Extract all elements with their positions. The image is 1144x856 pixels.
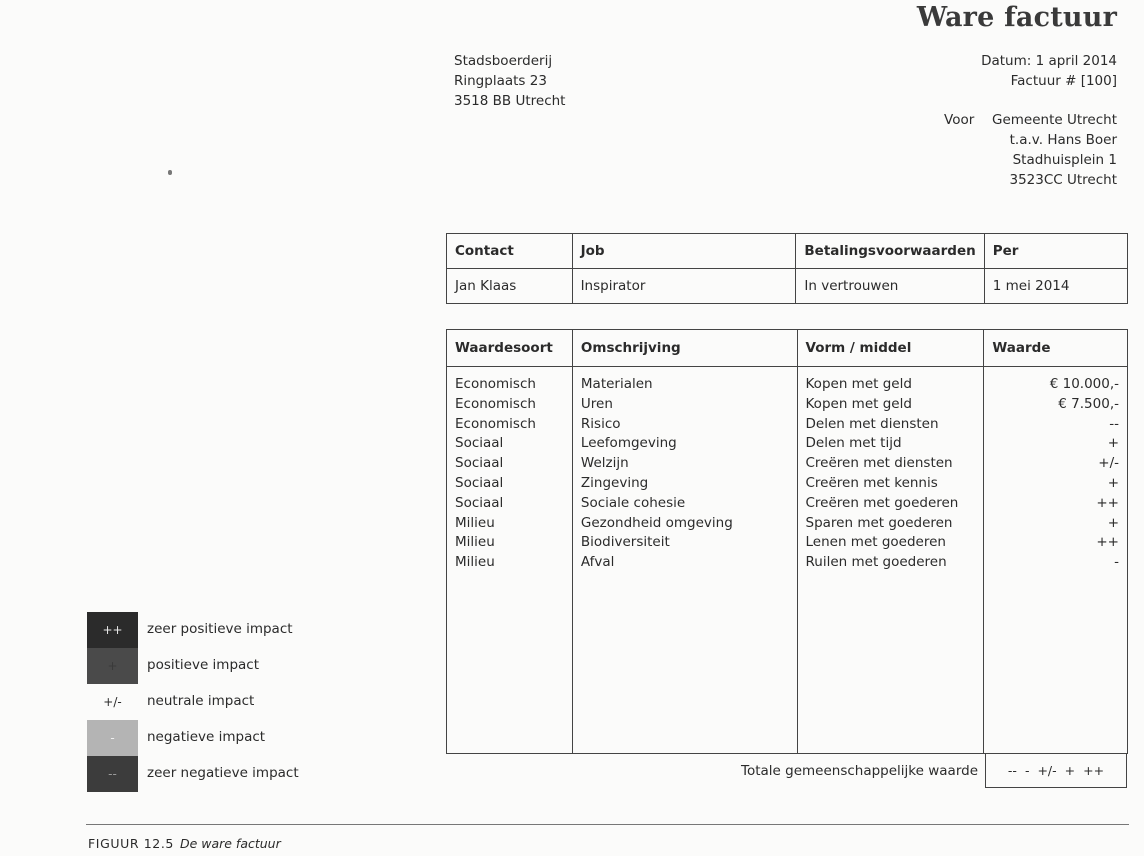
legend-item (87, 756, 347, 792)
legend-label: positieve impact (147, 657, 260, 673)
value-table-header (447, 330, 1128, 367)
invoice-number: Factuur # [100] (1010, 73, 1117, 89)
value-type-cell: Milieu (455, 514, 495, 531)
sender-line: 3518 BB Utrecht (454, 93, 566, 109)
value-cell: - (1114, 554, 1119, 571)
legend-item (87, 720, 347, 756)
column-header: Contact (447, 234, 573, 269)
totals-scale-item: +/- (1037, 763, 1057, 778)
description-cell: Leefomgeving (580, 435, 677, 452)
contact-cell: Jan Klaas (447, 269, 573, 304)
description-cell: Afval (580, 554, 615, 571)
value-cell: +/- (1098, 455, 1119, 472)
form-cell: Creëren met goederen (805, 494, 959, 511)
column-header: Waardesoort (447, 330, 573, 367)
form-cell: Creëren met kennis (805, 474, 938, 491)
column-header: Job (572, 234, 796, 269)
value-type-cell: Milieu (455, 554, 495, 571)
payment-terms-cell: In vertrouwen (796, 269, 984, 304)
value-cell: + (1107, 514, 1119, 531)
form-cell: Kopen met geld (805, 395, 912, 412)
form-cell: Lenen met goederen (805, 534, 946, 551)
value-type-cell: Economisch (455, 376, 536, 392)
value-cell: € 7.500,- (1058, 395, 1119, 412)
figure-title: De ware factuur (179, 836, 281, 851)
description-column (572, 367, 797, 754)
value-table (446, 329, 1128, 754)
figure-caption (88, 836, 281, 851)
recipient-address (944, 110, 1117, 190)
description-cell: Materialen (580, 376, 653, 392)
description-cell: Biodiversiteit (580, 534, 670, 551)
form-cell: Sparen met goederen (805, 514, 953, 531)
totals-scale-item: - (1024, 763, 1030, 778)
value-type-cell: Milieu (455, 534, 495, 551)
contact-table (446, 233, 1128, 304)
form-cell: Delen met diensten (805, 415, 939, 432)
recipient-line: Stadhuisplein 1 (1012, 152, 1117, 168)
legend-item (87, 612, 347, 648)
totals-label: Totale gemeenschappelijke waarde (741, 763, 979, 779)
totals-scale-item: + (1064, 763, 1076, 778)
value-type-cell: Sociaal (455, 435, 504, 452)
recipient-line: t.a.v. Hans Boer (1009, 132, 1117, 148)
caption-divider (86, 824, 1129, 825)
invoice-date: Datum: 1 april 2014 (981, 53, 1117, 69)
value-type-cell: Sociaal (455, 494, 504, 511)
legend-label: zeer positieve impact (147, 621, 293, 637)
description-cell: Risico (580, 415, 621, 432)
value-cell: + (1107, 474, 1119, 491)
recipient-label: Voor (944, 112, 975, 128)
value-type-cell: Economisch (455, 395, 536, 412)
totals-scale (985, 754, 1127, 788)
column-header: Omschrijving (572, 330, 797, 367)
value-type-cell: Economisch (455, 415, 536, 432)
sender-line: Ringplaats 23 (454, 73, 547, 89)
column-header: Waarde (984, 330, 1128, 367)
invoice-meta (981, 51, 1117, 91)
value-cell: -- (1109, 415, 1119, 432)
scan-speck (168, 170, 172, 175)
value-cell: ++ (1096, 494, 1119, 511)
legend-item (87, 684, 347, 720)
description-cell: Welzijn (580, 455, 629, 472)
table-row (447, 269, 1128, 304)
description-cell: Zingeving (580, 474, 649, 491)
job-cell: Inspirator (572, 269, 796, 304)
form-cell: Creëren met diensten (805, 455, 953, 472)
description-cell: Gezondheid omgeving (580, 514, 733, 531)
value-column (984, 367, 1128, 754)
form-cell: Ruilen met goederen (805, 554, 947, 571)
due-date-cell: 1 mei 2014 (984, 269, 1127, 304)
form-column (797, 367, 984, 754)
legend-swatch: -- (87, 756, 138, 792)
value-cell: € 10.000,- (1049, 376, 1119, 392)
column-header: Betalingsvoorwaarden (796, 234, 984, 269)
totals-scale-item: ++ (1083, 763, 1105, 778)
legend-swatch: + (87, 648, 138, 684)
invoice-title: Ware factuur (916, 2, 1117, 33)
form-cell: Kopen met geld (805, 376, 912, 392)
legend-swatch: - (87, 720, 138, 756)
sender-address (454, 51, 565, 111)
recipient-line: 3523CC Utrecht (1009, 172, 1117, 188)
form-cell: Delen met tijd (805, 435, 902, 452)
totals-scale-item: -- (1007, 763, 1017, 778)
legend-swatch: +/- (87, 684, 138, 720)
legend-label: zeer negatieve impact (147, 765, 299, 781)
legend-swatch: ++ (87, 612, 138, 648)
sender-line: Stadsboerderij (454, 53, 553, 69)
legend-item (87, 648, 347, 684)
description-cell: Uren (580, 395, 613, 412)
contact-table-header (447, 234, 1128, 269)
value-type-column (447, 367, 573, 754)
value-table-body (447, 367, 1128, 754)
value-cell: + (1107, 435, 1119, 452)
recipient-line: Gemeente Utrecht (992, 112, 1117, 128)
description-cell: Sociale cohesie (580, 494, 686, 511)
legend-label: neutrale impact (147, 693, 255, 709)
value-type-cell: Sociaal (455, 455, 504, 472)
value-type-cell: Sociaal (455, 474, 504, 491)
column-header: Vorm / middel (797, 330, 984, 367)
legend-label: negatieve impact (147, 729, 266, 745)
column-header: Per (984, 234, 1127, 269)
figure-number: FIGUUR 12.5 (88, 836, 174, 851)
value-cell: ++ (1096, 534, 1119, 551)
